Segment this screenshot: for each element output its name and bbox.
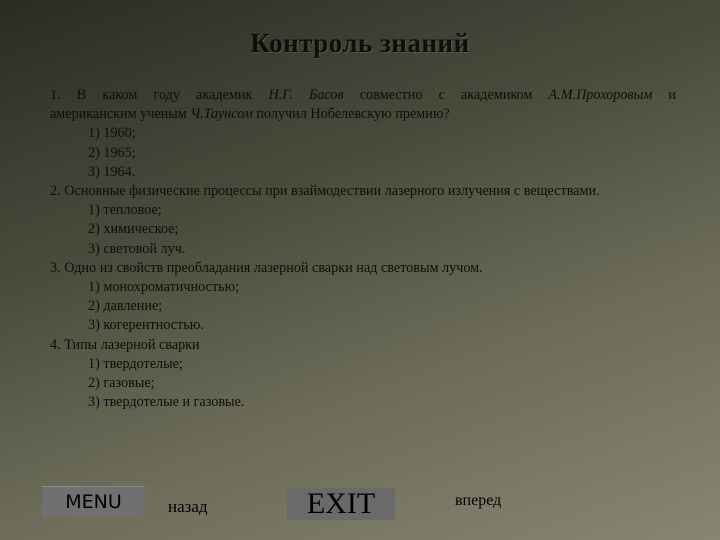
question-2-option: 3) световой луч. — [88, 240, 186, 257]
question-2-text: 2. Основные физические процессы при взаймодествии лазерного излучения с веществами. — [50, 183, 600, 200]
question-1-text-b: совместно с академиком — [343, 87, 549, 103]
question-1-name-townes: Ч.Таунсом — [190, 106, 253, 123]
slide-title: Контроль знаний — [250, 28, 470, 58]
question-1-text-c: и — [652, 87, 676, 103]
question-4-option: 2) газовые; — [88, 375, 155, 392]
question-3-text: 3. Одно из свойств преобладания лазерной сварки над световым лучом. — [50, 259, 483, 276]
question-4-option: 1) твердотелые; — [88, 355, 183, 372]
question-1-option: 2) 1965; — [88, 144, 136, 161]
question-1-text-e: получил Нобелевскую премию? — [252, 106, 450, 123]
question-3-option: 3) когерентностью. — [88, 317, 204, 334]
question-2-option: 1) тепловое; — [88, 202, 162, 219]
exit-button[interactable]: EXIT — [287, 488, 395, 520]
question-3-option: 2) давление; — [88, 298, 163, 315]
question-3-option: 1) монохроматичностью; — [88, 279, 240, 296]
back-link[interactable]: назад — [168, 497, 208, 516]
question-4-text: 4. Типы лазерной сварки — [50, 336, 200, 353]
question-1-option: 3) 1964. — [88, 163, 136, 180]
question-1-text-a: 1. В каком году академик — [50, 87, 269, 103]
question-1-name-basov: Н.Г. Басов — [268, 87, 344, 103]
question-2-option: 2) химическое; — [88, 221, 179, 238]
questions-block — [50, 86, 676, 412]
question-1-text-d: американским ученым — [50, 106, 191, 123]
question-1-line-1 — [50, 86, 676, 105]
forward-link[interactable]: вперед — [455, 492, 502, 509]
question-1-option: 1) 1960; — [88, 125, 136, 142]
question-1-name-prokhorov: А.М.Прохоровым — [548, 87, 653, 103]
question-1-line-2 — [50, 105, 676, 124]
menu-button[interactable]: MENU — [42, 486, 145, 517]
question-4-option: 3) твердотелые и газовые. — [88, 394, 245, 411]
